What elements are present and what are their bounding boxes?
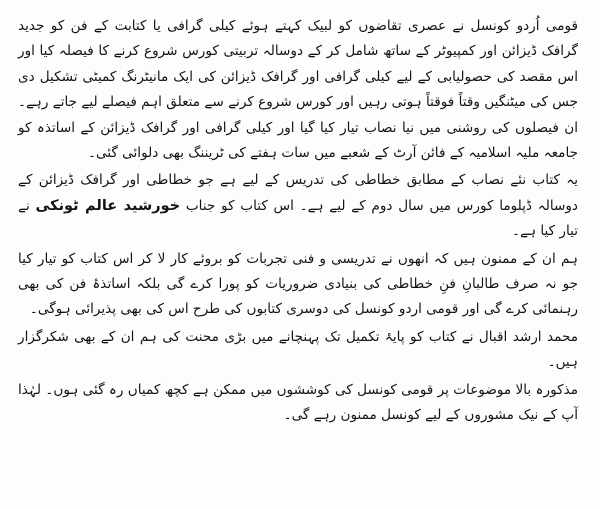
paragraph-2 [18,168,578,244]
paragraph-2-lead: یہ کتاب نئے نصاب کے مطابق خطاطی کی تدریس کے لیے ہے جو خطاطی اور گرافک ڈیزائن کے دوسالہ ڈپلوما کورس میں سال دوم کے لیے ہے۔ اس کتاب کو جناب [18,172,578,214]
paragraph-5: مذکورہ بالا موضوعات پر قومی کونسل کی کوششوں میں ممکن ہے کچھ کمیاں رہ گئی ہوں۔ لہٰذا آپ کے نیک مشوروں کے لیے کونسل ممنون رہے گی۔ [18,381,578,424]
author-name: خورشید عالم ٹونکی [35,197,181,214]
paragraph-4: محمد ارشد اقبال نے کتاب کو پایۂ تکمیل تک پہنچانے میں بڑی محنت کی ہم ان کے بھی شکرگزار ہیں۔ [18,328,578,371]
paragraph-2-tail: نے تیار کیا ہے۔ [18,197,578,240]
urdu-text-body [18,14,578,429]
paragraph-1: قومی اُردو کونسل نے عصری تقاضوں کو لبیک کہتے ہوئے کیلی گرافی یا کتابت کے فن کو جدید گرافک ڈیزائن اور کمپیوٹر کے ساتھ شامل کر کے دوسالہ تربیتی کورس شروع کرنے کا فیصلہ کیا اور اس مقصد کی حصولیابی کے لیے کیلی گرافی اور گرافک ڈیزائن کی ایک مانیٹرنگ کمیٹی تشکیل دی جس کی میٹنگیں وقتاً فوقتاً ہوتی رہیں اور کورس شروع کرنے سے متعلق اہم فیصلے لیے جاتے رہے۔ ان فیصلوں کی روشنی میں نیا نصاب تیار کیا گیا اور کیلی گرافی اور گرافک ڈیزائن کے اساتذہ کو جامعہ ملیہ اسلامیہ کے فائن آرٹ کے شعبے میں سات ہفتے کی ٹریننگ بھی دلوائی گئی۔ [18,18,578,162]
paragraph-3: ہم ان کے ممنون ہیں کہ انھوں نے تدریسی و فنی تجربات کو بروئے کار لا کر اس کتاب کو تیار کیا جو نہ صرف طالبانِ فنِ خطاطی کی بنیادی ضروریات کو پورا کرے گی بلکہ اساتذۂ فن کی بھی رہنمائی کرے گی اور قومی اردو کونسل کی دوسری کتابوں کی طرح اس کی بھی پذیرائی ہوگی۔ [18,250,578,318]
